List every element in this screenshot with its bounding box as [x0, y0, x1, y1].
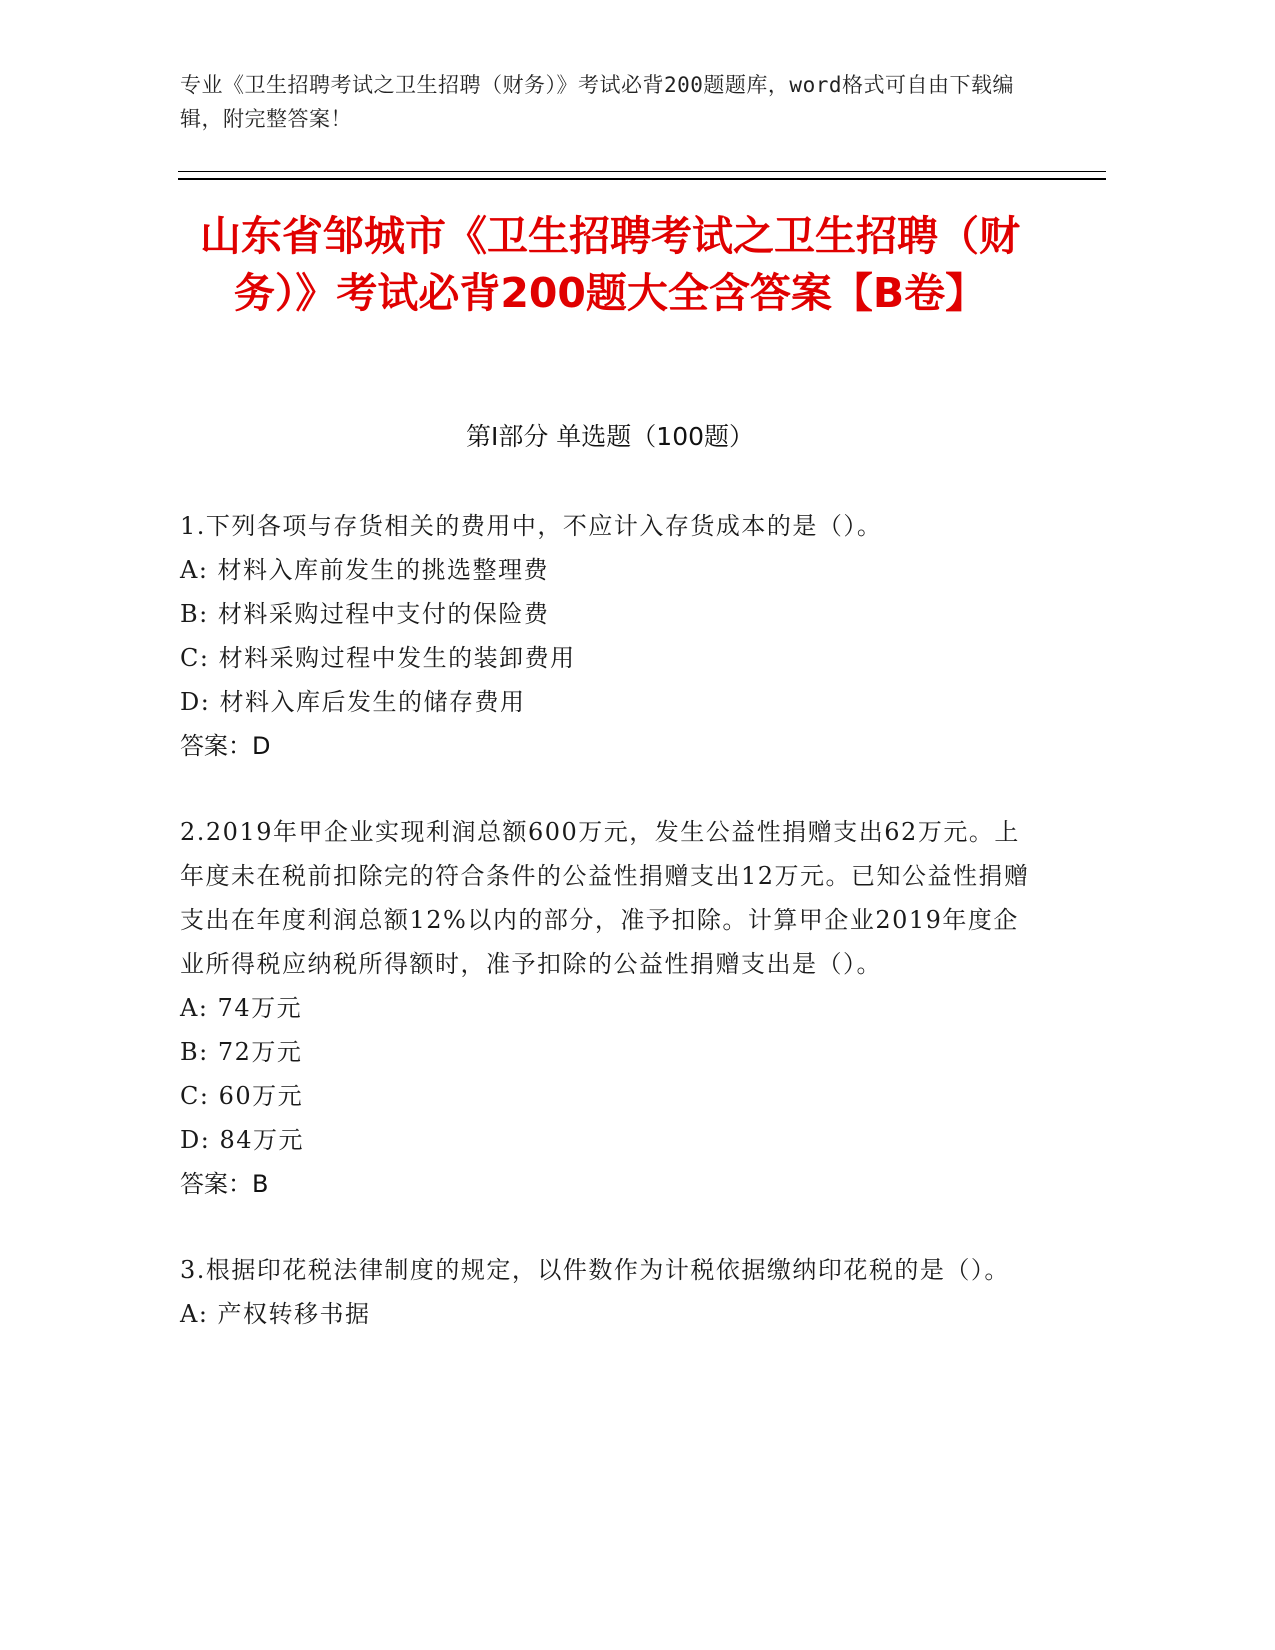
section-title: 第I部分 单选题（100题） [465, 422, 755, 451]
answer: 答案：D [180, 732, 271, 760]
option-c: C: 60万元 [180, 1082, 304, 1110]
header-divider-thin [178, 171, 1106, 172]
option-b: B: 72万元 [180, 1038, 303, 1066]
option-d: D: 材料入库后发生的储存费用 [180, 688, 526, 716]
question-list [180, 504, 1040, 1378]
option-a: A: 产权转移书据 [180, 1300, 371, 1328]
option-a: A: 74万元 [180, 994, 303, 1022]
option-c: C: 材料采购过程中发生的装卸费用 [180, 644, 576, 672]
question-3 [180, 1248, 1040, 1336]
question-text: 3.根据印花税法律制度的规定，以件数作为计税依据缴纳印花税的是（）。 [180, 1256, 1010, 1284]
option-a: A: 材料入库前发生的挑选整理费 [180, 556, 550, 584]
document-title: 山东省邹城市《卫生招聘考试之卫生招聘（财务）》考试必背200题大全含答案【B卷】 [200, 212, 1020, 317]
header-note: 专业《卫生招聘考试之卫生招聘（财务）》考试必背200题题库，word格式可自由下载编辑，附完整答案！ [180, 73, 1014, 131]
header-divider-thick [178, 178, 1106, 180]
question-1 [180, 504, 1040, 768]
question-2 [180, 810, 1040, 1206]
option-d: D: 84万元 [180, 1126, 304, 1154]
question-text: 2.2019年甲企业实现利润总额600万元，发生公益性捐赠支出62万元。上年度未在税前扣除完的符合条件的公益性捐赠支出12万元。已知公益性捐赠支出在年度利润总额12%以内的部分，准予扣除。计算甲企业2019年度企业所得税应纳税所得额时，准予扣除的公益性捐赠支出是（）。 [180, 818, 1030, 978]
question-text: 1.下列各项与存货相关的费用中，不应计入存货成本的是（）。 [180, 512, 883, 540]
answer: 答案：B [180, 1170, 269, 1198]
option-b: B: 材料采购过程中支付的保险费 [180, 600, 550, 628]
